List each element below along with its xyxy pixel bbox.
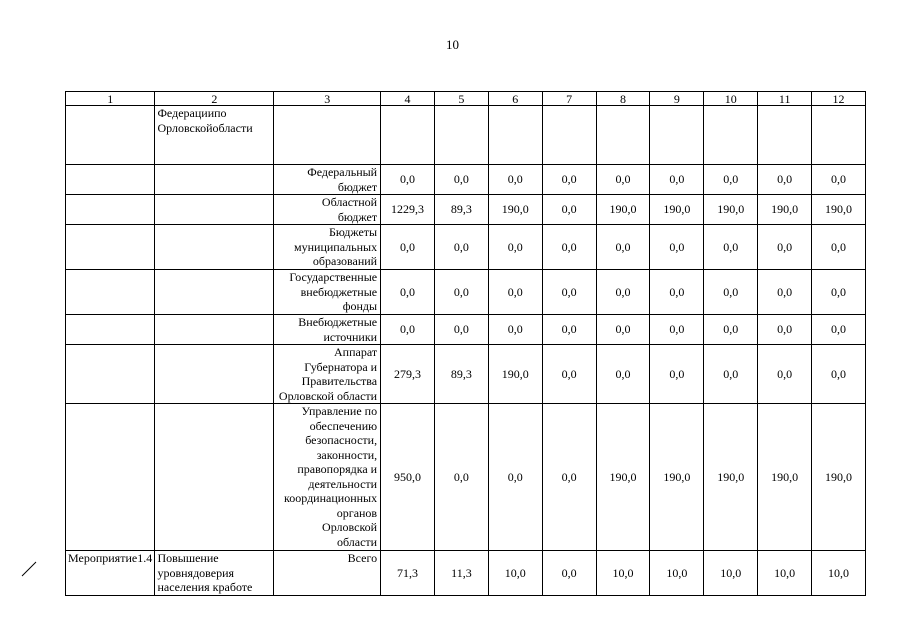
value-cell: 0,0 — [650, 225, 704, 270]
source-cell-line: области — [336, 534, 378, 549]
source-cell-line: бюджет — [337, 179, 378, 194]
description-cell — [155, 165, 274, 195]
value-cell: 190,0 — [650, 404, 704, 551]
table-row — [66, 225, 866, 270]
value-cell: 0,0 — [542, 165, 596, 195]
source-cell-line: правопорядка и — [297, 462, 378, 476]
value-cell: 11,3 — [434, 551, 488, 596]
source-cell-line: Федеральный — [307, 165, 378, 179]
description-cell — [155, 225, 274, 270]
value-cell — [434, 106, 488, 165]
value-cell: 0,0 — [812, 315, 866, 345]
source-cell — [274, 345, 381, 404]
value-cell: 0,0 — [704, 345, 758, 404]
measure-cell — [66, 195, 155, 225]
source-cell-line: Внебюджетные — [298, 315, 378, 329]
value-cell: 0,0 — [596, 315, 650, 345]
source-cell-line: образований — [312, 254, 378, 268]
measure-cell — [66, 315, 155, 345]
description-cell-line: Федерации — [157, 106, 215, 120]
measure-cell — [66, 345, 155, 404]
source-cell-line: Государственные — [289, 270, 378, 284]
value-cell: 0,0 — [381, 165, 435, 195]
value-cell: 0,0 — [758, 225, 812, 270]
value-cell: 0,0 — [812, 225, 866, 270]
header-cell: 10 — [704, 92, 758, 106]
description-cell — [155, 315, 274, 345]
value-cell: 0,0 — [704, 225, 758, 270]
value-cell: 89,3 — [434, 195, 488, 225]
table-header-row — [66, 92, 866, 106]
measure-cell-line: 1.4 — [137, 551, 153, 565]
value-cell: 10,0 — [758, 551, 812, 596]
value-cell — [812, 106, 866, 165]
value-cell: 0,0 — [488, 165, 542, 195]
value-cell: 190,0 — [650, 195, 704, 225]
value-cell: 279,3 — [381, 345, 435, 404]
measure-cell — [66, 551, 155, 596]
value-cell: 0,0 — [488, 404, 542, 551]
measure-cell — [66, 270, 155, 315]
value-cell: 10,0 — [704, 551, 758, 596]
source-cell-line: Всего — [347, 551, 378, 565]
value-cell — [596, 106, 650, 165]
value-cell: 0,0 — [542, 195, 596, 225]
description-cell — [155, 195, 274, 225]
table-row — [66, 270, 866, 315]
header-cell: 4 — [381, 92, 435, 106]
value-cell: 190,0 — [812, 195, 866, 225]
source-cell-line: Орловской области — [278, 388, 378, 403]
value-cell: 950,0 — [381, 404, 435, 551]
measure-cell-line: Мероприятие — [68, 551, 138, 565]
value-cell: 0,0 — [434, 315, 488, 345]
value-cell: 0,0 — [758, 345, 812, 404]
source-cell-line: координационных — [284, 491, 378, 505]
value-cell: 190,0 — [596, 195, 650, 225]
value-cell: 190,0 — [704, 195, 758, 225]
source-cell — [274, 270, 381, 315]
value-cell: 190,0 — [812, 404, 866, 551]
source-cell-line: Бюджеты — [328, 225, 378, 239]
description-cell — [155, 404, 274, 551]
value-cell: 190,0 — [758, 195, 812, 225]
description-cell — [155, 551, 274, 596]
description-cell-line: Повышение уровня — [157, 551, 219, 580]
table-row — [66, 551, 866, 596]
table-row — [66, 345, 866, 404]
value-cell: 0,0 — [704, 270, 758, 315]
value-cell — [704, 106, 758, 165]
source-cell — [274, 404, 381, 551]
source-cell-line: Аппарат — [334, 345, 378, 359]
source-cell-line: Управление по — [301, 404, 378, 418]
description-cell — [155, 270, 274, 315]
header-cell: 11 — [758, 92, 812, 106]
header-cell: 1 — [66, 92, 155, 106]
value-cell: 0,0 — [650, 165, 704, 195]
source-cell-line: деятельности — [308, 476, 378, 491]
value-cell: 0,0 — [812, 345, 866, 404]
source-cell-line: муниципальных — [294, 239, 378, 254]
description-cell — [155, 106, 274, 165]
value-cell: 0,0 — [758, 165, 812, 195]
source-cell-line: бюджет — [337, 209, 378, 224]
value-cell: 0,0 — [542, 315, 596, 345]
table-row — [66, 106, 866, 165]
header-cell: 9 — [650, 92, 704, 106]
value-cell — [488, 106, 542, 165]
value-cell: 10,0 — [488, 551, 542, 596]
value-cell: 0,0 — [596, 270, 650, 315]
value-cell: 0,0 — [812, 270, 866, 315]
value-cell: 10,0 — [650, 551, 704, 596]
value-cell: 190,0 — [488, 345, 542, 404]
value-cell: 0,0 — [434, 270, 488, 315]
value-cell: 0,0 — [488, 315, 542, 345]
value-cell: 71,3 — [381, 551, 435, 596]
header-cell: 12 — [812, 92, 866, 106]
table-row — [66, 404, 866, 551]
source-cell — [274, 551, 381, 596]
source-cell-line: органов — [336, 505, 378, 520]
table-row — [66, 195, 866, 225]
source-cell-line: безопасности, — [305, 433, 378, 447]
value-cell: 0,0 — [488, 270, 542, 315]
value-cell — [650, 106, 704, 165]
value-cell: 0,0 — [381, 270, 435, 315]
measure-cell — [66, 404, 155, 551]
value-cell: 0,0 — [434, 225, 488, 270]
description-cell-line: области — [212, 120, 253, 135]
source-cell — [274, 195, 381, 225]
value-cell — [381, 106, 435, 165]
source-cell — [274, 315, 381, 345]
source-cell-line: внебюджетные — [300, 284, 378, 299]
value-cell: 0,0 — [650, 345, 704, 404]
header-cell: 2 — [155, 92, 274, 106]
value-cell: 0,0 — [704, 315, 758, 345]
pen-mark-icon — [20, 560, 38, 578]
value-cell — [542, 106, 596, 165]
value-cell: 0,0 — [758, 315, 812, 345]
value-cell: 190,0 — [488, 195, 542, 225]
value-cell — [758, 106, 812, 165]
value-cell: 190,0 — [704, 404, 758, 551]
value-cell: 0,0 — [488, 225, 542, 270]
source-cell — [274, 225, 381, 270]
measure-cell — [66, 165, 155, 195]
table-row — [66, 315, 866, 345]
source-cell — [274, 106, 381, 165]
source-cell — [274, 165, 381, 195]
value-cell: 0,0 — [542, 225, 596, 270]
value-cell: 0,0 — [434, 165, 488, 195]
description-cell-line: работе — [218, 580, 253, 594]
value-cell: 0,0 — [758, 270, 812, 315]
value-cell: 0,0 — [381, 225, 435, 270]
measure-cell — [66, 225, 155, 270]
value-cell: 0,0 — [650, 270, 704, 315]
source-cell-line: фонды — [342, 299, 378, 313]
value-cell: 0,0 — [812, 165, 866, 195]
header-cell: 5 — [434, 92, 488, 106]
source-cell-line: Орловской — [322, 520, 378, 534]
budget-table — [65, 91, 866, 596]
value-cell: 10,0 — [812, 551, 866, 596]
value-cell: 190,0 — [758, 404, 812, 551]
source-cell-line: источники — [323, 329, 378, 344]
source-cell-line: обеспечению — [309, 418, 378, 433]
value-cell: 1229,3 — [381, 195, 435, 225]
source-cell-line: Губернатора и — [304, 359, 378, 374]
header-cell: 8 — [596, 92, 650, 106]
value-cell: 0,0 — [650, 315, 704, 345]
source-cell-line: Правительства — [301, 374, 378, 388]
header-cell: 3 — [274, 92, 381, 106]
value-cell: 0,0 — [596, 225, 650, 270]
value-cell: 0,0 — [542, 404, 596, 551]
value-cell: 0,0 — [704, 165, 758, 195]
source-cell-line: Областной — [321, 195, 378, 209]
value-cell: 0,0 — [596, 345, 650, 404]
value-cell: 0,0 — [434, 404, 488, 551]
source-cell-line: законности, — [316, 447, 378, 462]
value-cell: 10,0 — [596, 551, 650, 596]
value-cell: 0,0 — [542, 270, 596, 315]
header-cell: 6 — [488, 92, 542, 106]
description-cell — [155, 345, 274, 404]
description-cell-line: по Орловской — [157, 106, 227, 135]
value-cell: 0,0 — [381, 315, 435, 345]
value-cell: 190,0 — [596, 404, 650, 551]
measure-cell — [66, 106, 155, 165]
value-cell: 0,0 — [596, 165, 650, 195]
page-number: 10 — [446, 37, 459, 52]
value-cell: 0,0 — [542, 551, 596, 596]
value-cell: 89,3 — [434, 345, 488, 404]
table-row — [66, 165, 866, 195]
header-cell: 7 — [542, 92, 596, 106]
value-cell: 0,0 — [542, 345, 596, 404]
description-cell-line: доверия населения к — [157, 565, 235, 594]
